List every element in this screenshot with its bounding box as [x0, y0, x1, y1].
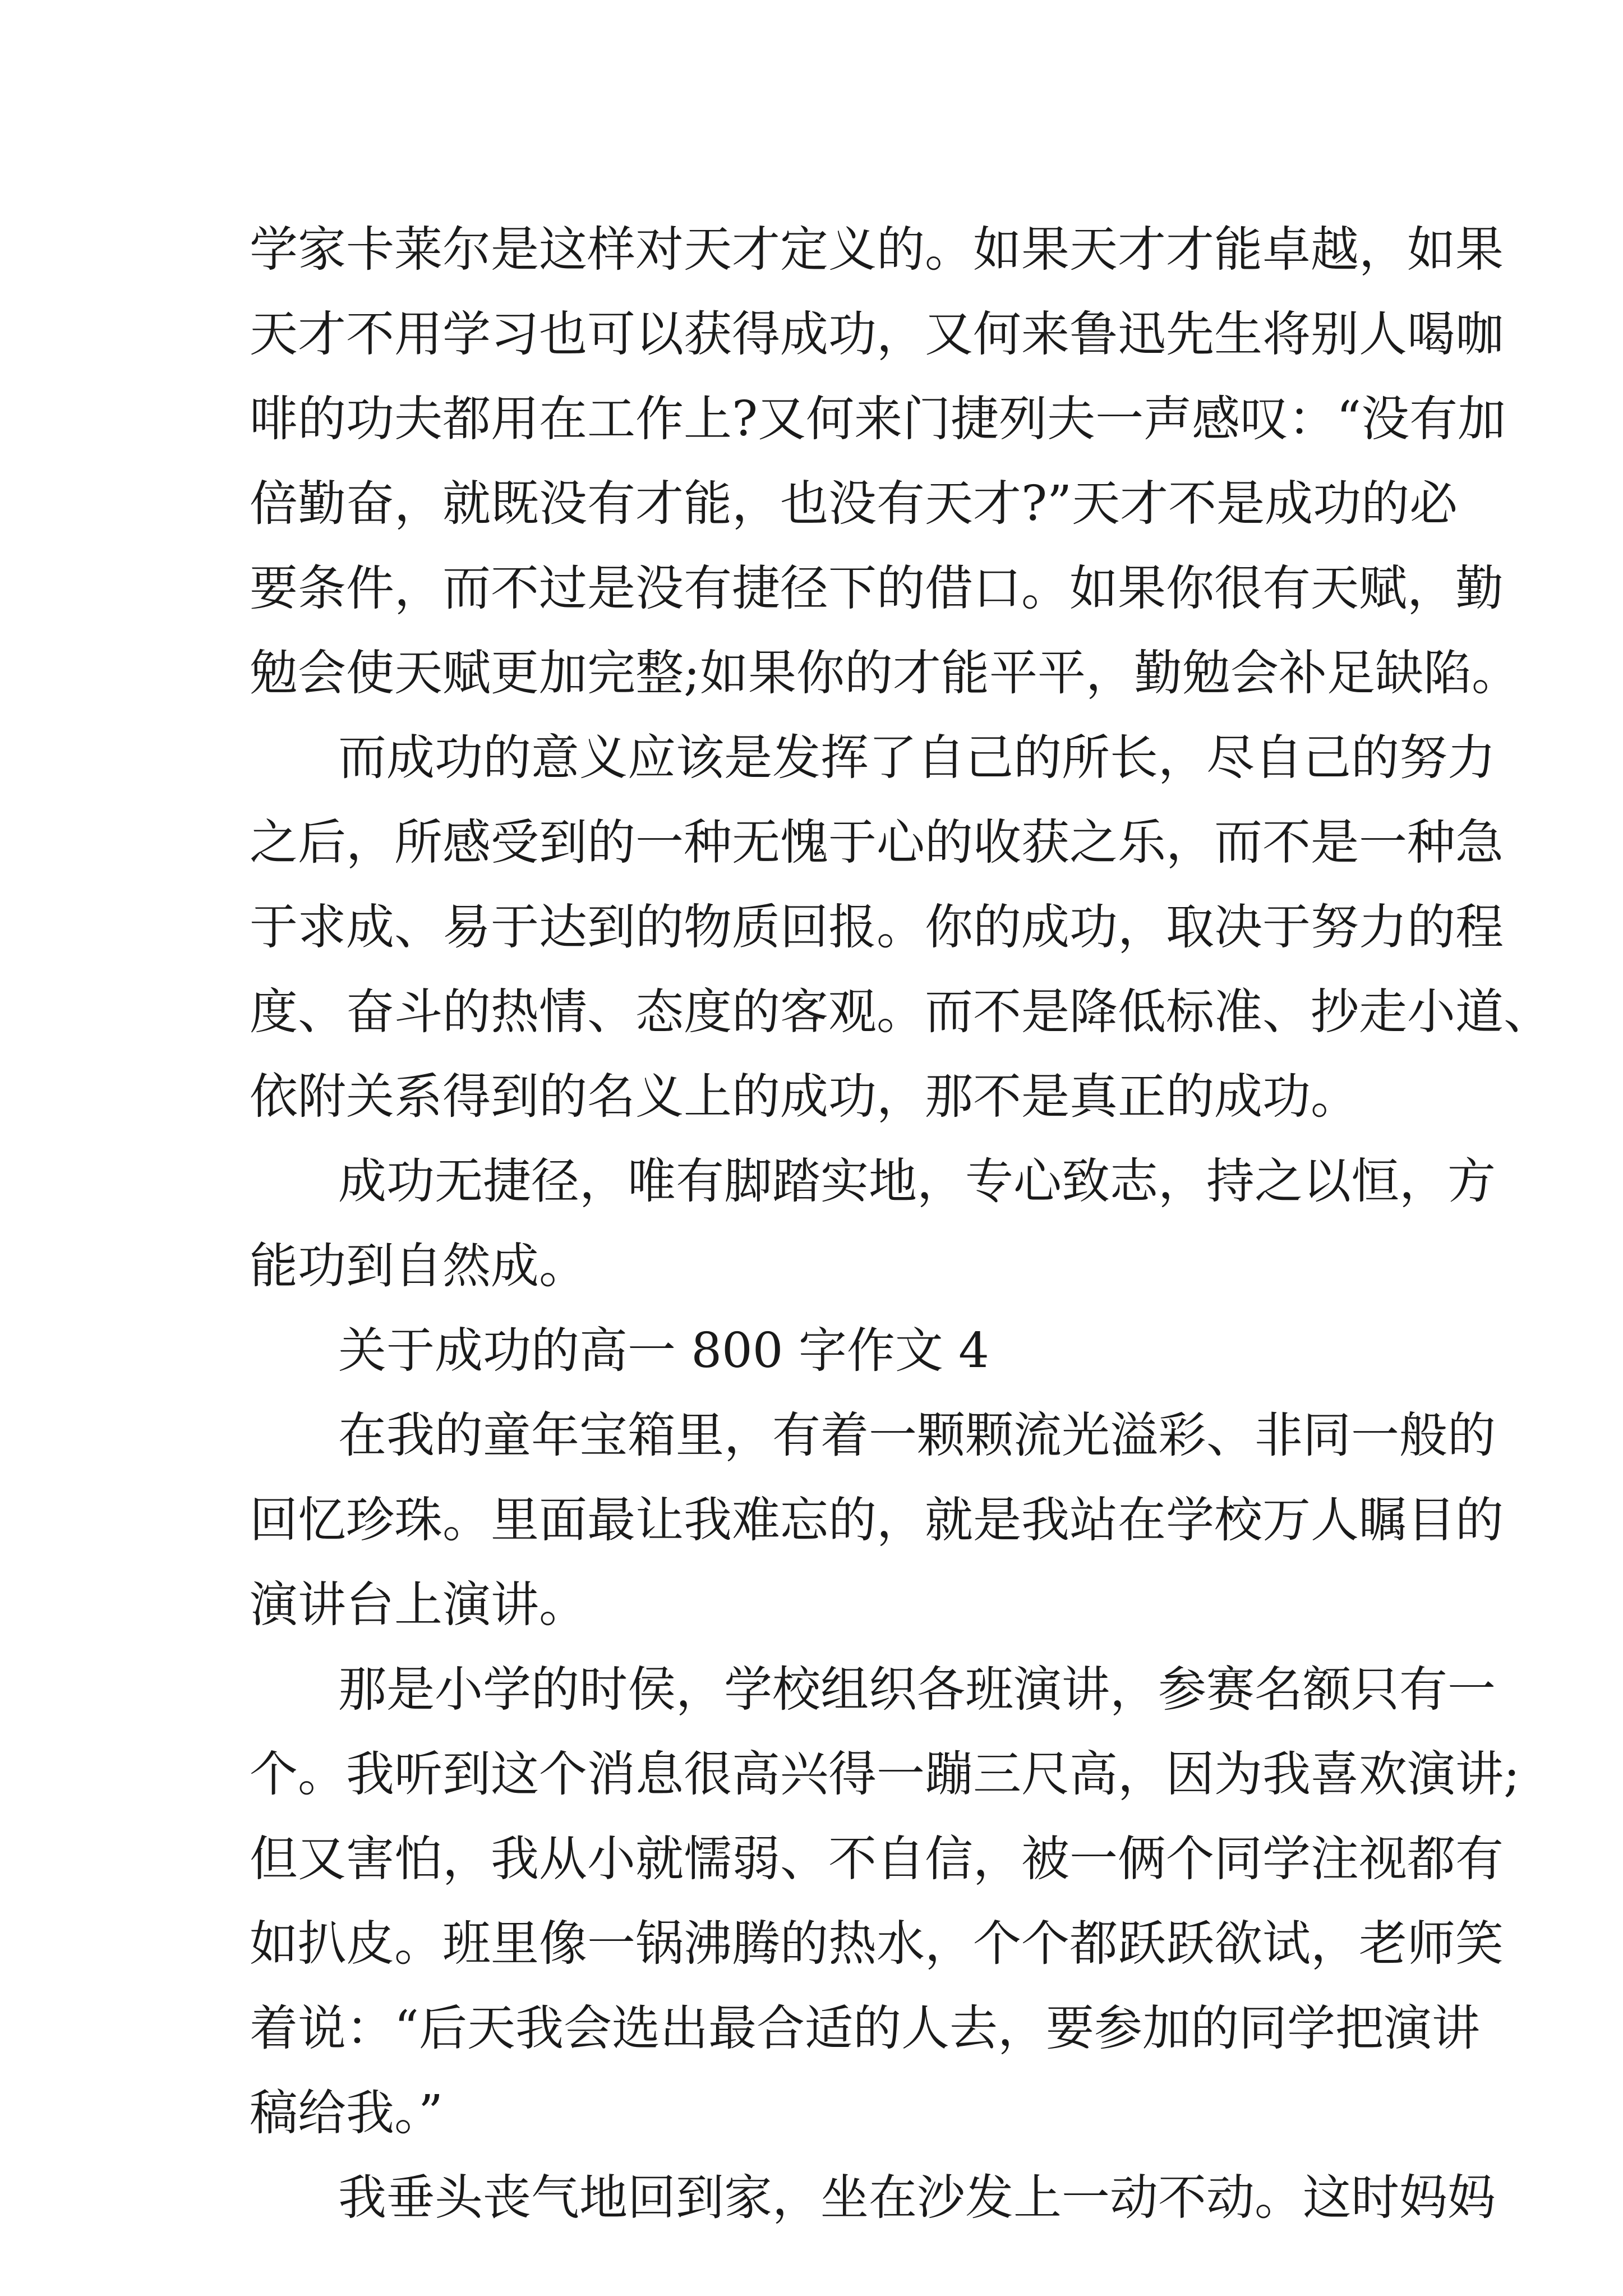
- text-line: 演讲台上演讲。: [250, 1577, 587, 1633]
- text-line: 度、奋斗的热情、态度的客观。而不是降低标准、抄走小道、: [250, 984, 1552, 1040]
- text-line: 个。我听到这个消息很高兴得一蹦三尺高，因为我喜欢演讲;: [250, 1746, 1520, 1802]
- text-line: 要条件，而不过是没有捷径下的借口。如果你很有天赋，勤: [250, 560, 1504, 616]
- text-line: 着说：“后天我会选出最合适的人去，要参加的同学把演讲: [250, 2000, 1480, 2056]
- text-line: 天才不用学习也可以获得成功，又何来鲁迅先生将别人喝咖: [250, 306, 1504, 362]
- paragraph-first-line: 我垂头丧气地回到家，坐在沙发上一动不动。这时妈妈: [338, 2170, 1496, 2226]
- paragraph-first-line: 在我的童年宝箱里，有着一颗颗流光溢彩、非同一般的: [338, 1407, 1496, 1464]
- section-heading: 关于成功的高一 800 字作文 4: [338, 1323, 989, 1379]
- document-body: [250, 208, 1552, 2240]
- text-line: 之后，所感受到的一种无愧于心的收获之乐，而不是一种急: [250, 815, 1504, 871]
- text-line: 回忆珍珠。里面最让我难忘的，就是我站在学校万人瞩目的: [250, 1492, 1504, 1548]
- text-line: 勉会使天赋更加完整;如果你的才能平平，勤勉会补足缺陷。: [250, 645, 1520, 701]
- text-line: 如扒皮。班里像一锅沸腾的热水，个个都跃跃欲试，老师笑: [250, 1916, 1504, 1972]
- text-line: 稿给我。”: [250, 2085, 443, 2141]
- paragraph-first-line: 而成功的意义应该是发挥了自己的所长，尽自己的努力: [338, 730, 1496, 786]
- text-line: 学家卡莱尔是这样对天才定义的。如果天才才能卓越，如果: [250, 222, 1504, 278]
- text-line: 依附关系得到的名义上的成功，那不是真正的成功。: [250, 1069, 1359, 1125]
- text-line: 倍勤奋，就既没有才能，也没有天才?”天才不是成功的必: [250, 476, 1458, 532]
- paragraph-first-line: 成功无捷径，唯有脚踏实地，专心致志，持之以恒，方: [338, 1153, 1496, 1209]
- text-line: 能功到自然成。: [250, 1238, 587, 1294]
- text-line: 但又害怕，我从小就懦弱、不自信，被一俩个同学注视都有: [250, 1831, 1504, 1887]
- text-line: 啡的功夫都用在工作上?又何来门捷列夫一声感叹：“没有加: [250, 391, 1506, 447]
- text-line: 于求成、易于达到的物质回报。你的成功，取决于努力的程: [250, 899, 1504, 955]
- paragraph-first-line: 那是小学的时侯，学校组织各班演讲，参赛名额只有一: [338, 1662, 1496, 1718]
